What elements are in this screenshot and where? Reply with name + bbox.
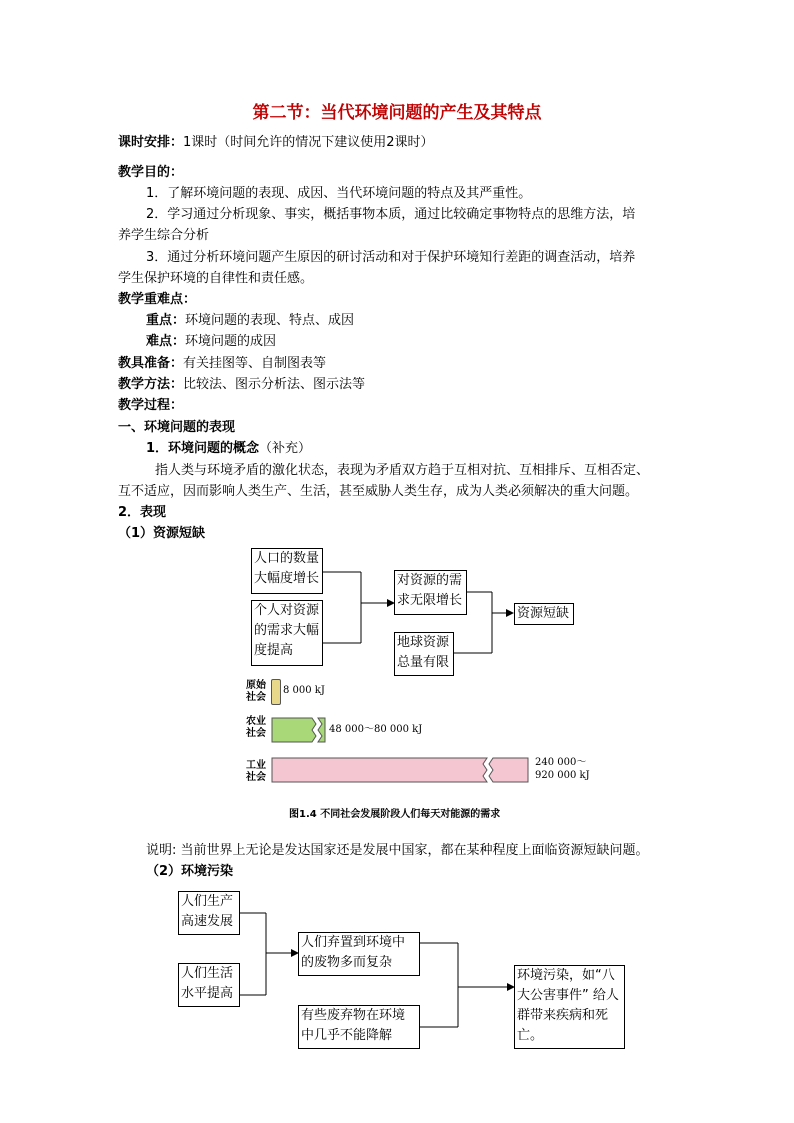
aims-item-3a: 3．通过分析环境问题产生原因的研讨活动和对于保护环境知行差距的调查活动，培养	[146, 250, 636, 265]
process-heading: 教学过程：	[118, 398, 184, 413]
aims-item-1: 1．了解环境问题的表现、成因、当代环境问题的特点及其严重性。	[146, 186, 532, 201]
schedule-label: 课时安排：	[118, 135, 184, 150]
energy-value-primitive: 8 000 kJ	[283, 685, 325, 696]
aims-item-3b: 学生保护环境的自律性和责任感。	[118, 271, 314, 286]
aims-item-2b: 养学生综合分析	[118, 228, 210, 243]
energy-value-industry-a: 240 000～	[535, 757, 587, 768]
resource-box-population: 人口的数量大幅度增长	[251, 548, 323, 594]
sub1-line	[146, 439, 311, 459]
pollution-box-waste: 人们弃置到环境中的废物多而复杂	[298, 932, 420, 976]
key-heading: 教学重难点：	[118, 292, 197, 307]
page-title: 第二节：当代环境问题的产生及其特点	[252, 103, 542, 123]
energy-bar-primitive	[271, 679, 281, 705]
energy-label-primitive: 原始社会	[246, 680, 266, 703]
energy-value-agri: 48 000～80 000 kJ	[329, 724, 423, 735]
resource-box-earth-limited: 地球资源总量有限	[394, 632, 454, 676]
tools-value: 有关挂图等、自制图表等	[183, 356, 327, 371]
focus-line	[146, 311, 354, 331]
difficulty-label: 难点：	[146, 334, 186, 349]
aims-heading: 教学目的：	[118, 165, 184, 180]
tools-label: 教具准备：	[118, 356, 184, 371]
sub2-1-heading: （1）资源短缺	[118, 526, 206, 541]
energy-label-agri: 农业社会	[246, 716, 266, 739]
schedule-value: 1课时（时间允许的情况下建议使用2课时）	[183, 135, 434, 150]
energy-bar-industry	[271, 756, 531, 784]
definition-line-b: 互不适应，因而影响人类生产、生活，甚至威胁人类生存，成为人类必须解决的重大问题。	[118, 484, 639, 499]
schedule-line	[118, 133, 434, 153]
pollution-box-result: 环境污染，如“八大公害事件” 给人群带来疾病和死亡。	[514, 965, 625, 1049]
note-line: 说明: 当前世界上无论是发达国家还是发展中国家，都在某种程度上面临资源短缺问题。	[146, 843, 649, 858]
sub1-note: （补充）	[259, 441, 312, 456]
pollution-box-non-degradable: 有些废弃物在环境中几乎不能降解	[298, 1005, 420, 1049]
energy-bar-agri	[271, 716, 327, 744]
resource-box-demand-growth: 对资源的需求无限增长	[394, 570, 467, 615]
section1-heading: 一、环境问题的表现	[118, 420, 236, 435]
energy-value-industry-b: 920 000 kJ	[535, 770, 590, 781]
sub2-2-heading: （2）环境污染	[146, 864, 234, 879]
focus-value: 环境问题的表现、特点、成因	[185, 313, 355, 328]
resource-box-shortage: 资源短缺	[514, 603, 574, 625]
pollution-box-living: 人们生活水平提高	[178, 963, 240, 1007]
aims-item-2a: 2．学习通过分析现象、事实，概括事物本质，通过比较确定事物特点的思维方法，培	[146, 207, 636, 222]
energy-label-industry: 工业社会	[246, 760, 266, 783]
methods-line	[118, 375, 365, 395]
tools-line	[118, 354, 326, 374]
pollution-box-production: 人们生产高速发展	[178, 891, 240, 935]
sub2-heading: 2．表现	[118, 505, 167, 520]
energy-chart-caption: 图1.4 不同社会发展阶段人们每天对能源的需求	[289, 809, 501, 820]
methods-label: 教学方法：	[118, 377, 184, 392]
methods-value: 比较法、图示分析法、图示法等	[183, 377, 366, 392]
difficulty-line	[146, 332, 276, 352]
definition-line-a: 指人类与环境矛盾的激化状态，表现为矛盾双方趋于互相对抗、互相排斥、互相否定、	[155, 463, 650, 478]
sub1-label: 1．环境问题的概念	[146, 441, 260, 456]
resource-box-individual-demand: 个人对资源的需求大幅度提高	[251, 600, 323, 666]
focus-label: 重点：	[146, 313, 186, 328]
difficulty-value: 环境问题的成因	[185, 334, 277, 349]
